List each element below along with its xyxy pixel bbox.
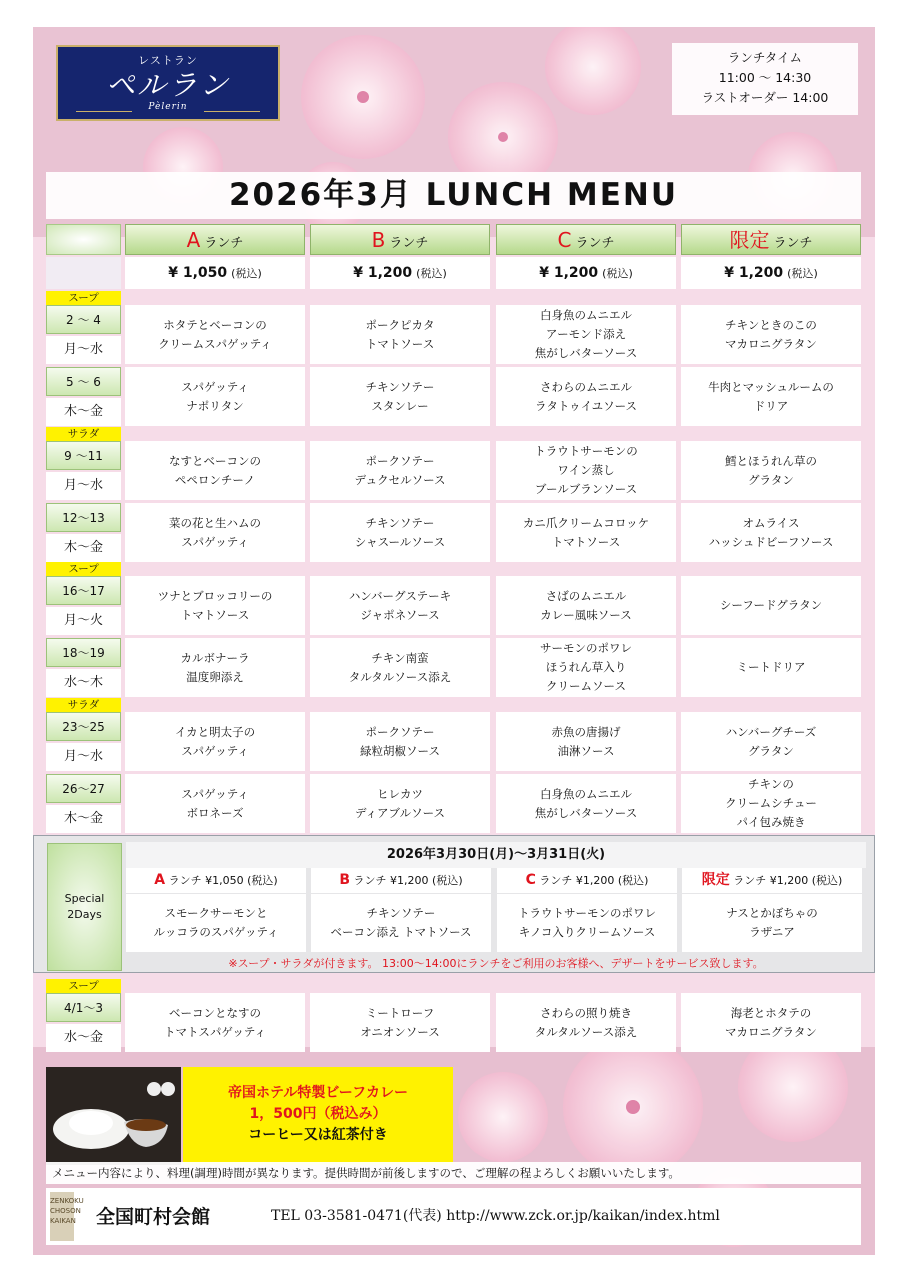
menu-item: イカと明太子の スパゲッティ [125,712,305,771]
menu-item: さばのムニエル カレー風味ソース [496,576,676,635]
column-header [681,224,861,255]
price-value: ¥ 1,200 [724,265,784,281]
side-dish-tag: サラダ [46,427,121,441]
menu-item: チキンの クリームシチュー パイ包み焼き [681,774,861,833]
menu-item: ミートドリア [681,638,861,697]
menu-item: 海老とホタテの マカロニグラタン [681,993,861,1052]
curry-photo [46,1067,181,1165]
curry-name: 帝国ホテル特製ビーフカレー [228,1085,408,1101]
row-days: 月～水 [46,743,121,771]
row-date: 4/1～3 [46,993,121,1022]
menu-item: さわらの照り焼き タルタルソース添え [496,993,676,1052]
special-note: ※スープ・サラダが付きます。 13:00～14:00にランチをご利用のお客様へ、デザートをサービス致します。 [228,957,764,970]
row-date: 23～25 [46,712,121,741]
row-date: 26～27 [46,774,121,803]
menu-item: ハンバーグステーキ ジャポネソース [310,576,490,635]
logo-rule-right [204,111,260,112]
hours-label: ランチタイム [727,50,803,65]
column-suffix: ランチ [575,236,615,251]
special-label-line1: Special [64,892,105,905]
menu-item: ツナとブロッコリーの トマトソース [125,576,305,635]
logo-latin: Pèlerin [148,102,188,112]
menu-item: カニ爪クリームコロッケ トマトソース [496,503,676,562]
menu-item: ミートローフ オニオンソース [310,993,490,1052]
row-days: 月～火 [46,607,121,635]
special-letter: B [339,872,351,888]
menu-item: スパゲッティ ボロネーズ [125,774,305,833]
column-price [310,257,490,289]
menu-item: チキンソテー スタンレー [310,367,490,426]
menu-item: チキンソテー シャスールソース [310,503,490,562]
column-suffix: ランチ [389,236,429,251]
side-dish-tag: サラダ [46,698,121,712]
menu-item: サーモンのポワレ ほうれん草入り クリームソース [496,638,676,697]
special-column-header [311,868,491,893]
lunch-hours-box [672,43,858,115]
side-dish-tag: スープ [46,979,121,993]
menu-item: 鱈とほうれん草の グラタン [681,441,861,500]
curry-drink: コーヒー又は紅茶付き [248,1127,388,1143]
price-value: ¥ 1,200 [539,265,599,281]
price-value: ¥ 1,050 [168,265,228,281]
zck-logo: ZENKOKU CHOSON KAIKAN [50,1192,74,1241]
column-suffix: ランチ [204,236,244,251]
venue-name: 全国町村会館 [96,1206,211,1228]
row-days: 木～金 [46,805,121,833]
menu-item: ポークピカタ トマトソース [310,305,490,364]
menu-item: 赤魚の唐揚げ 油淋ソース [496,712,676,771]
curry-price: 1，500円（税込み） [249,1106,387,1122]
row-date: 18～19 [46,638,121,667]
restaurant-logo [56,45,280,121]
menu-item: ヒレカツ ディアブルソース [310,774,490,833]
column-header [125,224,305,255]
special-menu-item: スモークサーモンと ルッコラのスパゲッティ [126,894,306,952]
row-date: 2 ～ 4 [46,305,121,334]
special-label [47,843,122,971]
column-price [681,257,861,289]
menu-item: 菜の花と生ハムの スパゲッティ [125,503,305,562]
menu-item: ホタテとベーコンの クリームスパゲッティ [125,305,305,364]
footer [46,1188,861,1245]
column-letter: A [186,228,201,252]
special-letter: A [154,872,166,888]
column-header [496,224,676,255]
special-label-line2: 2Days [67,908,102,921]
column-letter: 限定 [729,228,770,252]
menu-item: オムライス ハッシュドビーフソース [681,503,861,562]
special-menu-item: チキンソテー ベーコン添え トマトソース [311,894,491,952]
menu-item: 白身魚のムニエル 焦がしバターソース [496,774,676,833]
price-tax: (税込) [416,267,447,280]
menu-item: なすとベーコンの ペペロンチーノ [125,441,305,500]
menu-item: 白身魚のムニエル アーモンド添え 焦がしバターソース [496,305,676,364]
special-letter: 限定 [701,872,730,888]
menu-item: ポークソテー デュクセルソース [310,441,490,500]
special-column-header [497,868,677,893]
header-corner [46,224,121,255]
row-days: 木～金 [46,398,121,426]
logo-subtitle: レストラン [138,54,198,67]
column-price [125,257,305,289]
row-days: 月～水 [46,336,121,364]
column-letter: C [557,228,572,252]
price-tax: (税込) [787,267,818,280]
special-price: ランチ ¥1,200 (税込) [350,874,463,887]
special-price: ランチ ¥1,200 (税込) [535,874,649,887]
row-date: 16～17 [46,576,121,605]
menu-item: さわらのムニエル ラタトゥイユソース [496,367,676,426]
row-days: 月～水 [46,472,121,500]
special-column-header [126,868,306,893]
menu-item: カルボナーラ 温度卵添え [125,638,305,697]
menu-item: トラウトサーモンの ワイン蒸し ブールブランソース [496,441,676,500]
menu-item: ポークソテー 緑粒胡椒ソース [310,712,490,771]
special-menu-item: トラウトサーモンのポワレ キノコ入りクリームソース [497,894,677,952]
price-value: ¥ 1,200 [353,265,413,281]
row-date: 5 ～ 6 [46,367,121,396]
menu-item: 牛肉とマッシュルームの ドリア [681,367,861,426]
column-suffix: ランチ [773,236,813,251]
menu-item: スパゲッティ ナポリタン [125,367,305,426]
price-tax: (税込) [602,267,633,280]
notice-text: メニュー内容により、料理(調理)時間が異なります。提供時間が前後しますので、ご理解の程よろしくお願いいたします。 [46,1162,861,1184]
row-date: 9 ～11 [46,441,121,470]
price-corner [46,257,121,289]
logo-rule-left [76,111,132,112]
menu-item: チキン南蛮 タルタルソース添え [310,638,490,697]
menu-item: チキンときのこの マカロニグラタン [681,305,861,364]
special-price: ランチ ¥1,050 (税込) [165,874,278,887]
menu-item: ベーコンとなすの トマトスパゲッティ [125,993,305,1052]
side-dish-tag: スープ [46,562,121,576]
row-date: 12～13 [46,503,121,532]
special-letter: C [525,872,536,888]
special-date: 2026年3月30日(月)～3月31日(火) [126,842,866,868]
page-title: 2026年3月 LUNCH MENU [46,172,861,219]
last-order: ラストオーダー 14:00 [701,90,829,105]
column-price [496,257,676,289]
row-days: 水～木 [46,669,121,697]
menu-item: ハンバーグチーズ グラタン [681,712,861,771]
menu-item: シーフードグラタン [681,576,861,635]
logo-name: ペルラン [105,68,230,102]
menu-page [33,27,875,1255]
hours-time: 11:00 ～ 14:30 [718,70,812,85]
special-menu-item: ナスとかぼちゃの ラザニア [682,894,862,952]
curry-offer [183,1067,453,1165]
side-dish-tag: スープ [46,291,121,305]
contact-info: TEL 03-3581-0471(代表) http://www.zck.or.jp/kaikan/index.html [271,1208,720,1224]
row-days: 水～金 [46,1024,121,1052]
column-letter: B [371,228,386,252]
special-price: ランチ ¥1,200 (税込) [729,874,843,887]
row-days: 木～金 [46,534,121,562]
special-2days-block [33,835,875,973]
special-column-header [682,868,862,893]
column-header [310,224,490,255]
price-tax: (税込) [231,267,262,280]
